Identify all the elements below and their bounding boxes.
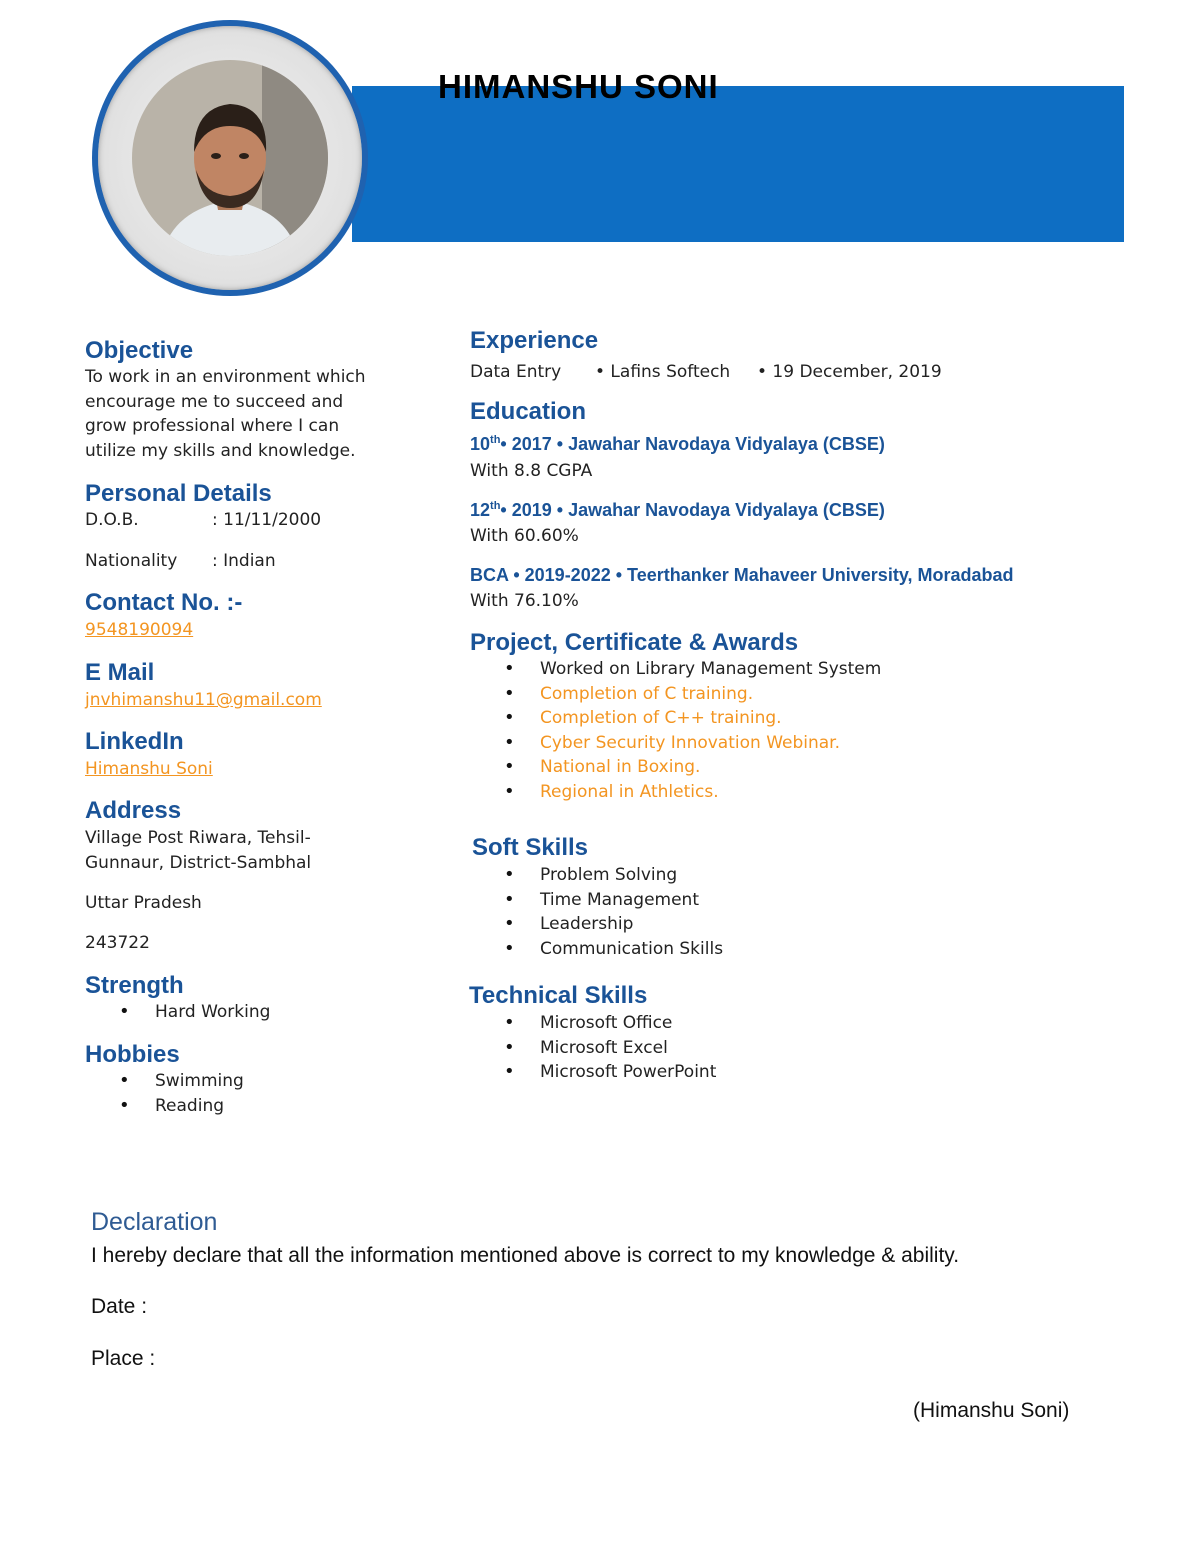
hobbies-heading: Hobbies xyxy=(85,1041,180,1068)
education-entry-title: BCA • 2019-2022 • Teerthanker Mahaveer University, Moradabad xyxy=(470,565,1014,585)
date-label: Date : xyxy=(91,1295,148,1318)
profile-photo xyxy=(132,60,328,256)
projects-heading: Project, Certificate & Awards xyxy=(470,629,799,656)
education-entry-title: 12th• 2019 • Jawahar Navodaya Vidyalaya (CBSE) xyxy=(470,500,885,520)
nationality-value: : Indian xyxy=(212,551,276,571)
education-entry-title: 10th• 2017 • Jawahar Navodaya Vidyalaya (CBSE) xyxy=(470,434,885,454)
list-item: • Microsoft PowerPoint xyxy=(470,1060,716,1085)
experience-heading: Experience xyxy=(470,327,599,354)
education-entry-score: With 60.60% xyxy=(470,526,579,546)
list-item: • Completion of C++ training. xyxy=(470,706,881,731)
list-item: • Worked on Library Management System xyxy=(470,657,881,682)
declaration-text: I hereby declare that all the information mentioned above is correct to my knowledge & ability. xyxy=(91,1244,960,1267)
experience-date: • 19 December, 2019 xyxy=(757,362,942,382)
address-line: Village Post Riwara, Tehsil- xyxy=(85,828,311,848)
technical-skills-list xyxy=(470,1011,716,1085)
list-item: • Leadership xyxy=(470,912,723,937)
linkedin-heading: LinkedIn xyxy=(85,728,184,755)
list-item: • Communication Skills xyxy=(470,937,723,962)
objective-line: grow professional where I can xyxy=(85,416,340,436)
education-entry-score: With 76.10% xyxy=(470,591,579,611)
linkedin-link[interactable]: Himanshu Soni xyxy=(85,759,213,779)
address-pin: 243722 xyxy=(85,933,150,953)
email-link[interactable]: jnvhimanshu11@gmail.com xyxy=(85,690,322,710)
list-item: • Reading xyxy=(85,1094,244,1119)
list-item: • Regional in Athletics. xyxy=(470,780,881,805)
objective-heading: Objective xyxy=(85,337,194,364)
contact-heading: Contact No. :- xyxy=(85,589,243,616)
nationality-label: Nationality xyxy=(85,551,178,571)
experience-company: • Lafins Softech xyxy=(595,362,731,382)
address-state: Uttar Pradesh xyxy=(85,893,202,913)
list-item: • Completion of C training. xyxy=(470,682,881,707)
education-entry-score: With 8.8 CGPA xyxy=(470,461,593,481)
list-item: • National in Boxing. xyxy=(470,755,881,780)
dob-value: : 11/11/2000 xyxy=(212,510,322,530)
soft-skills-heading: Soft Skills xyxy=(472,834,589,861)
list-item: • Microsoft Office xyxy=(470,1011,716,1036)
address-line: Gunnaur, District-Sambhal xyxy=(85,853,312,873)
email-heading: E Mail xyxy=(85,659,155,686)
list-item: • Hard Working xyxy=(85,1000,270,1025)
list-item: • Swimming xyxy=(85,1069,244,1094)
list-item: • Cyber Security Innovation Webinar. xyxy=(470,731,881,756)
address-heading: Address xyxy=(85,797,182,824)
list-item: • Microsoft Excel xyxy=(470,1036,716,1061)
dob-label: D.O.B. xyxy=(85,510,139,530)
list-item: • Problem Solving xyxy=(470,863,723,888)
education-heading: Education xyxy=(470,398,587,425)
technical-skills-heading: Technical Skills xyxy=(469,982,648,1009)
signature-name: (Himanshu Soni) xyxy=(913,1399,1070,1422)
projects-list xyxy=(470,657,881,805)
objective-line: encourage me to succeed and xyxy=(85,391,344,412)
phone-link[interactable]: 9548190094 xyxy=(85,620,194,640)
list-item: • Time Management xyxy=(470,888,723,913)
objective-line: utilize my skills and knowledge. xyxy=(85,440,356,461)
declaration-heading: Declaration xyxy=(91,1208,218,1236)
soft-skills-list xyxy=(470,863,723,961)
place-label: Place : xyxy=(91,1347,156,1370)
candidate-name: HIMANSHU SONI xyxy=(438,68,719,105)
personal-details-heading: Personal Details xyxy=(85,480,272,507)
strength-list xyxy=(85,1000,270,1025)
objective-line: To work in an environment which xyxy=(85,367,366,387)
experience-role: Data Entry xyxy=(470,362,562,382)
strength-heading: Strength xyxy=(85,972,184,999)
hobbies-list xyxy=(85,1069,244,1118)
header-banner xyxy=(352,86,1124,242)
